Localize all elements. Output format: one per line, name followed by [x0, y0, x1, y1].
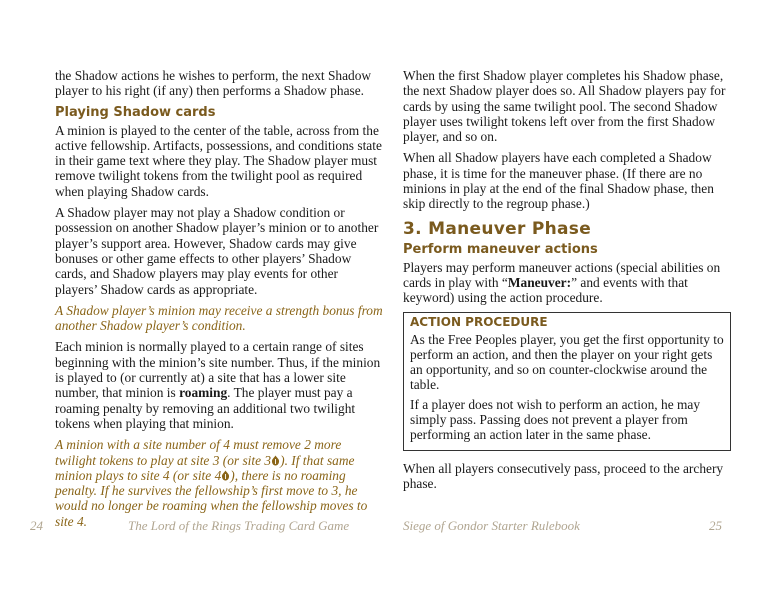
left-column — [55, 68, 383, 535]
keyword-maneuver: Maneuver: — [507, 274, 572, 290]
right-column — [403, 68, 731, 497]
section-heading: Perform maneuver actions — [403, 241, 598, 257]
keyword-roaming: roaming — [179, 385, 228, 401]
box-title: ACTION PROCEDURE — [410, 314, 548, 329]
text: A minion with a site number of 4 must remove 2 more twilight tokens to play at site 3 (or site 3 — [55, 437, 342, 468]
text: ” and events with that keyword) using the action procedure. — [403, 274, 688, 306]
shadow-site-icon — [221, 470, 230, 481]
text: Each minion is normally played to a certain range of sites beginning with the minion’s site number. Thus, if the minion is played to (or currently at) a site that has a lower site number, that minion is — [55, 339, 381, 401]
paragraph — [55, 339, 383, 431]
paragraph: When all players consecutively pass, proceed to the archery phase. — [403, 460, 724, 491]
paragraph: As the Free Peoples player, you get the first opportunity to perform an action, and then the player on your right gets an opportunity, and so on counter-clockwise around the table. — [410, 331, 724, 393]
paragraph: When all Shadow players have each completed a Shadow phase, it is time for the maneuver phase. (If there are no minions in play at the end of the final Shadow phase, then skip directly to the regroup phase.) — [403, 150, 714, 212]
example-note — [55, 437, 383, 529]
running-title-left: The Lord of the Rings Trading Card Game — [128, 518, 350, 533]
text: Players may perform maneuver actions (special abilities on cards in play with “ — [403, 259, 721, 290]
shadow-site-icon — [271, 455, 280, 466]
paragraph: A Shadow player may not play a Shadow condition or possession on another Shadow player’s minion or to another player’s support area. However, Shadow cards may give bonuses or other game effects to other players’ Shadow cards, and Shadow players may play events for other players’ Shadow cards as appropriate. — [55, 205, 379, 297]
action-procedure-box — [403, 312, 731, 451]
paragraph: When the first Shadow player completes his Shadow phase, the next Shadow player does so. All Shadow players pay for cards by using the same twilight pool. The second Shadow player uses twilight tokens left over from the first Shadow player, and so on. — [403, 68, 726, 145]
page-number-right: 25 — [709, 518, 722, 533]
section-heading: Playing Shadow cards — [55, 104, 216, 120]
example-note: A Shadow player’s minion may receive a strength bonus from another Shadow player’s condition. — [55, 302, 383, 334]
phase-title: 3. Maneuver Phase — [403, 218, 592, 239]
paragraph: If a player does not wish to perform an action, he may simply pass. Passing does not prevent a player from performing an action later in the same phase. — [410, 396, 701, 443]
paragraph — [403, 260, 731, 306]
paragraph: A minion is played to the center of the table, across from the active fellowship. Artifacts, possessions, and conditions state in their game text where they play. The Shadow player must remove twilight tokens from the twilight pool as required when playing Shadow cards. — [55, 122, 382, 199]
paragraph: the Shadow actions he wishes to perform, the next Shadow player to his right (if any) then performs a Shadow phase. — [55, 68, 372, 99]
text: . The player must pay a roaming penalty by removing an additional two twilight tokens when playing that minion. — [55, 385, 356, 431]
page-number-left: 24 — [30, 518, 43, 533]
text: ). If that same minion plays to site 4 (or site 4 — [55, 452, 355, 483]
running-title-right: Siege of Gondor Starter Rulebook — [403, 518, 580, 533]
text: ), there is no roaming penalty. If he survives the fellowship’s first move to 3, he would no longer be roaming when the fellowship moves to site 4. — [55, 467, 368, 529]
